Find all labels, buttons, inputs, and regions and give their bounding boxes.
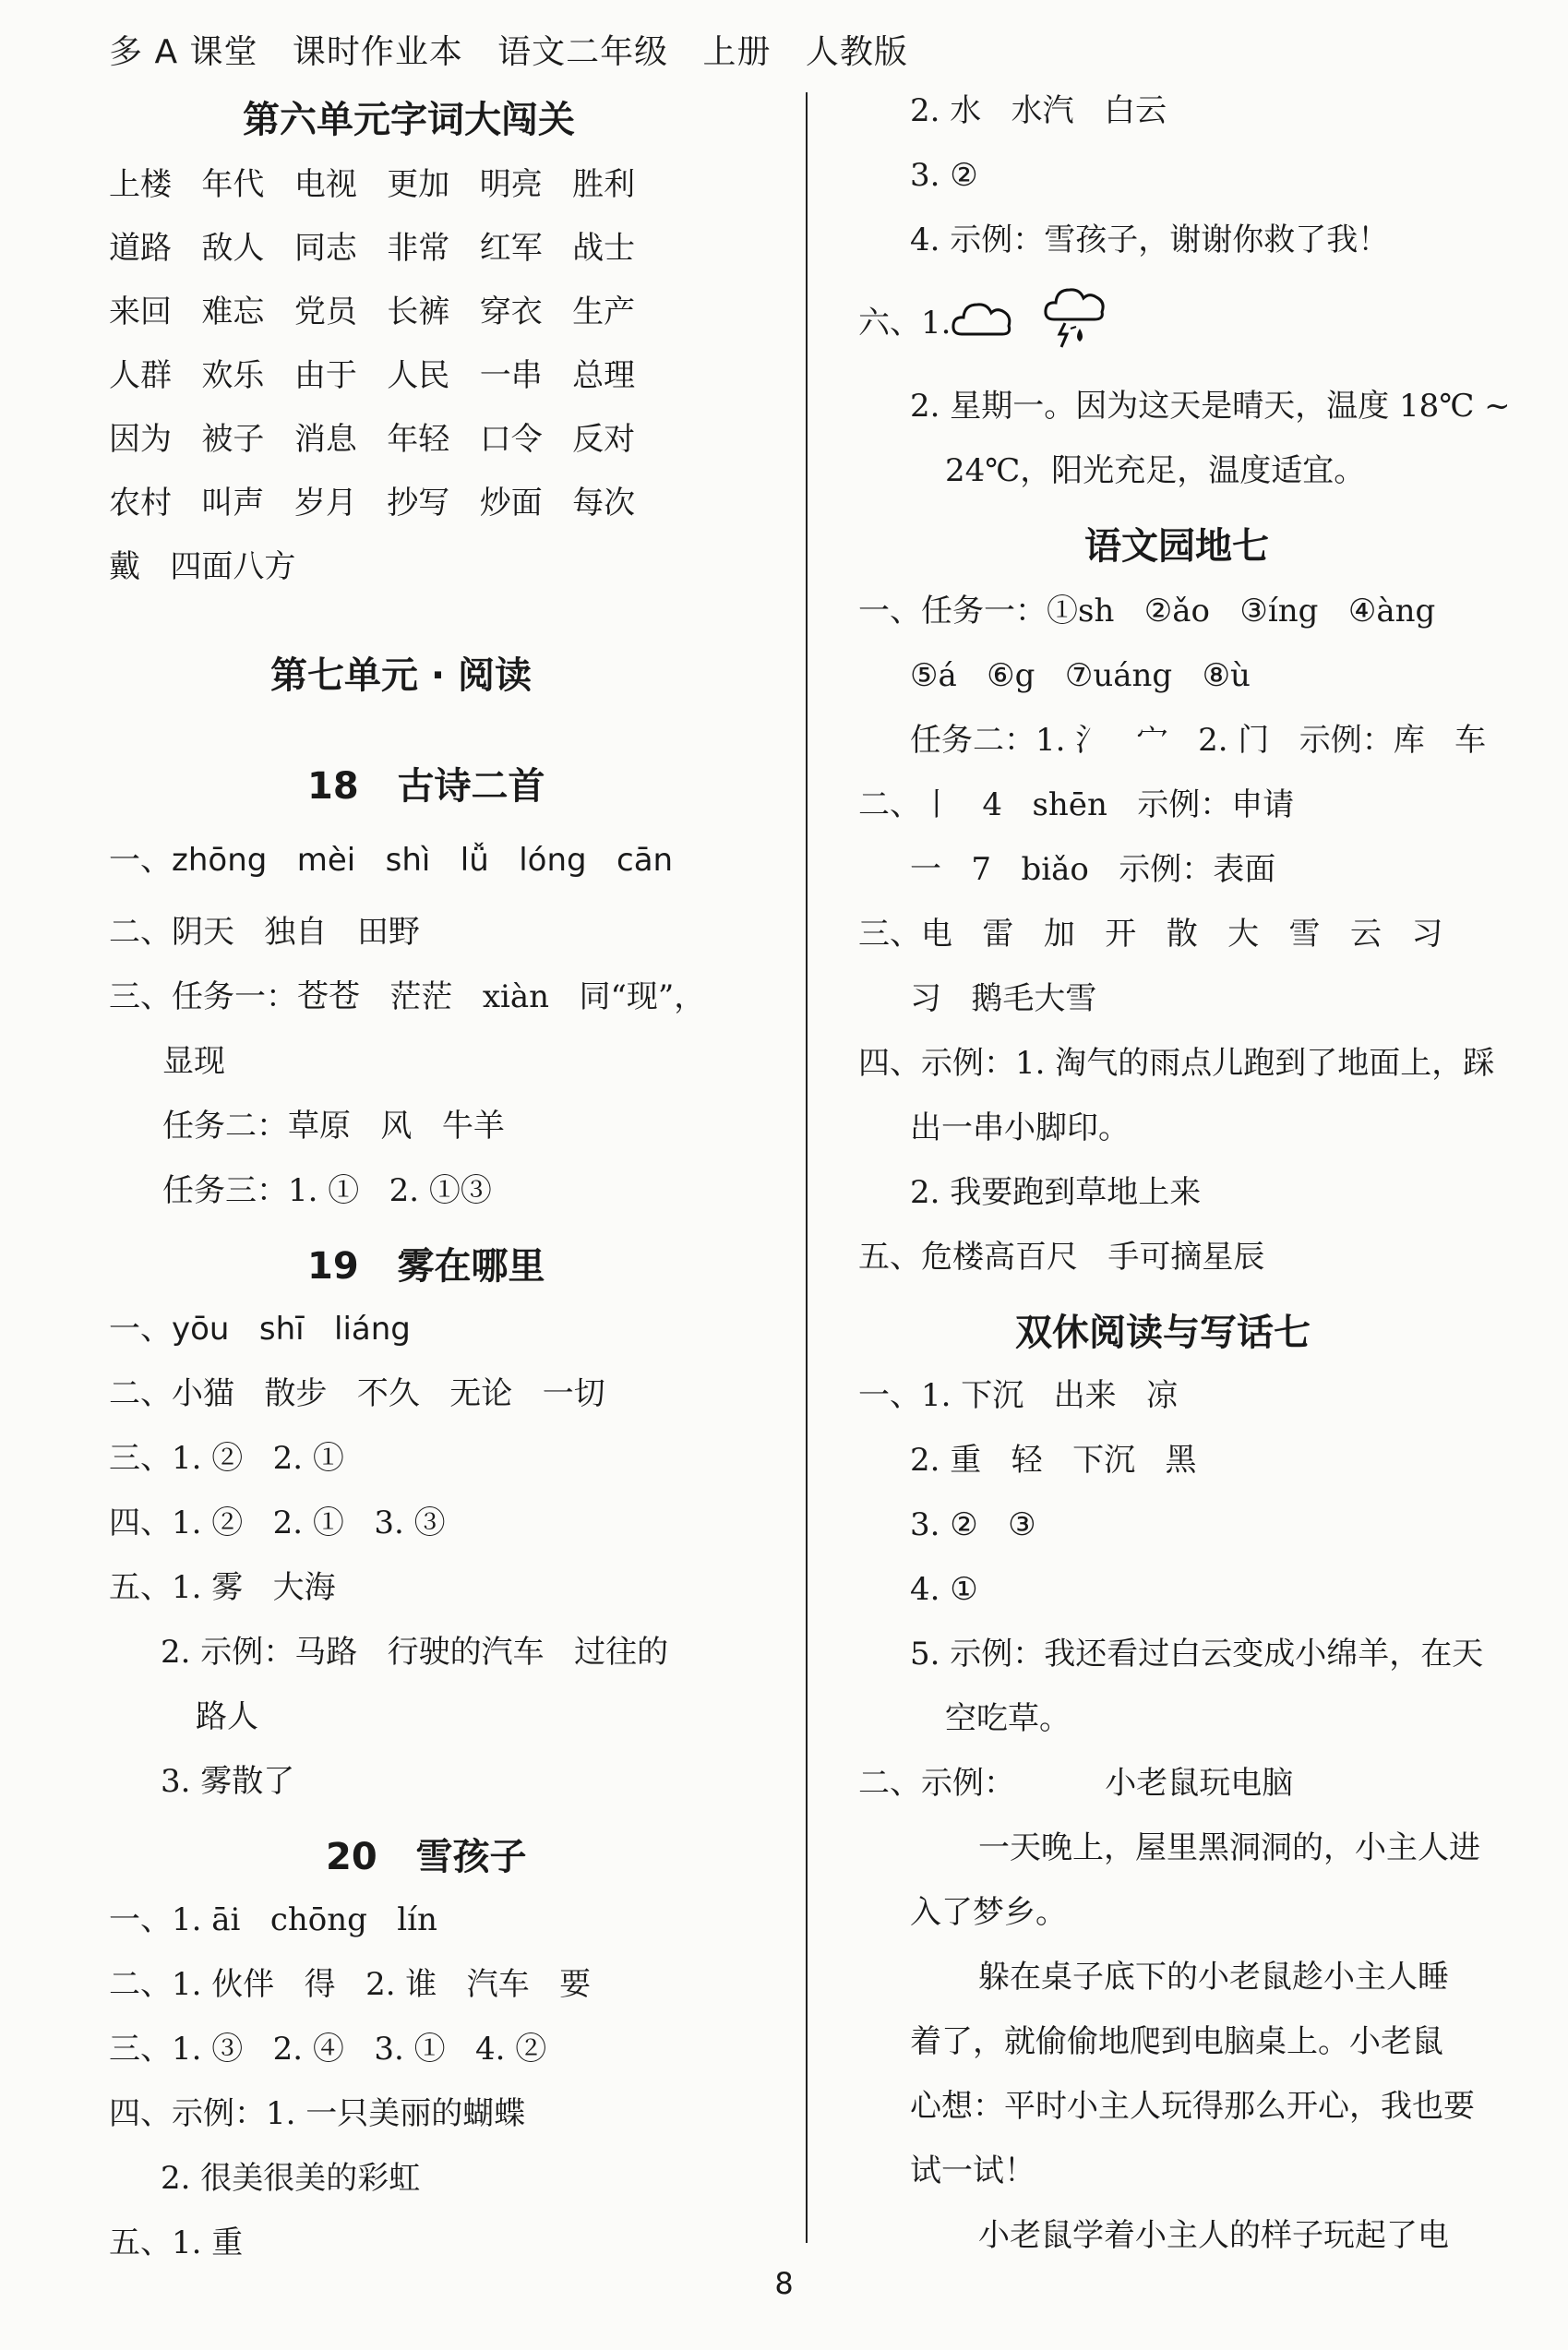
lesson20-line: 三、1. ③ 2. ④ 3. ① 4. ② [109, 2031, 547, 2068]
reading-line: 空吃草。 [945, 1700, 1071, 1737]
answer-line: 4. 示例：雪孩子，谢谢你救了我！ [910, 222, 1390, 258]
answer-line: 2. 水 水汽 白云 [910, 92, 1167, 129]
reading-line: 3. ② ③ [910, 1506, 1036, 1543]
lesson20-line: 五、1. 重 [109, 2224, 244, 2261]
reading-line: 着了，就偷偷地爬到电脑桌上。小老鼠 [910, 2023, 1443, 2060]
lesson19-line: 一、yōu shī liáng [109, 1311, 411, 1348]
lesson19-line: 路人 [196, 1698, 258, 1735]
lesson19-line: 四、1. ② 2. ① 3. ③ [109, 1505, 446, 1541]
garden-line: 习 鹅毛大雪 [910, 980, 1097, 1017]
answer-line: 六、1. [858, 305, 952, 342]
reading-line: 一、1. 下沉 出来 凉 [858, 1377, 1179, 1414]
garden-line: 2. 我要跑到草地上来 [910, 1174, 1202, 1211]
unit6-row: 来回 难忘 党员 长裤 穿衣 生产 [109, 294, 636, 330]
reading-line: 心想：平时小主人玩得那么开心，我也要 [910, 2088, 1475, 2125]
lesson20-line: 二、1. 伙伴 得 2. 谁 汽车 要 [109, 1966, 592, 2003]
reading-line: 一天晚上，屋里黑洞洞的，小主人进 [978, 1829, 1480, 1866]
garden-line: 二、丨 4 shēn 示例：申请 [858, 786, 1295, 823]
lesson19-line: 三、1. ② 2. ① [109, 1440, 344, 1477]
lesson20-line: 2. 很美很美的彩虹 [161, 2160, 421, 2197]
unit7-title: 第七单元 · 阅读 [270, 654, 533, 697]
reading-line: 2. 重 轻 下沉 黑 [910, 1442, 1197, 1479]
garden-line: 五、危楼高百尺 手可摘星辰 [858, 1239, 1265, 1276]
page-number: 8 [774, 2266, 794, 2301]
lesson18-line: 一、zhōng mèi shì lǚ lóng cān [109, 842, 674, 879]
unit6-title: 第六单元字词大闯关 [243, 99, 575, 141]
reading-line: 5. 示例：我还看过白云变成小绵羊，在天 [910, 1636, 1484, 1673]
cloud-icon [951, 294, 1015, 342]
unit6-row: 上楼 年代 电视 更加 明亮 胜利 [109, 166, 636, 203]
garden-line: ⑤á ⑥g ⑦uáng ⑧ù [910, 657, 1251, 694]
unit6-row: 农村 叫声 岁月 抄写 炒面 每次 [109, 485, 636, 522]
reading-line: 4. ① [910, 1571, 978, 1608]
lesson18-line: 三、任务一：苍苍 茫茫 xiàn 同“现”， [109, 978, 706, 1015]
garden-line: 出一串小脚印。 [910, 1109, 1130, 1146]
lesson19-line: 二、小猫 散步 不久 无论 一切 [109, 1375, 605, 1412]
column-divider [806, 92, 808, 2243]
unit6-row: 戴 四面八方 [109, 548, 296, 585]
garden-line: 任务二：1. 氵 宀 2. 门 示例：库 车 [910, 722, 1487, 759]
lesson20-line: 一、1. āi chōng lín [109, 1901, 437, 1938]
garden-title: 语文园地七 [1084, 525, 1269, 568]
lesson18-line: 显现 [162, 1043, 225, 1080]
lesson19-title: 19 雾在哪里 [307, 1245, 545, 1288]
unit6-row: 因为 被子 消息 年轻 口令 反对 [109, 421, 636, 458]
lesson18-title: 18 古诗二首 [307, 765, 545, 808]
reading-line: 躲在桌子底下的小老鼠趁小主人睡 [978, 1959, 1449, 1996]
garden-line: 四、示例：1. 淘气的雨点儿跑到了地面上，踩 [858, 1045, 1495, 1082]
lesson19-line: 3. 雾散了 [161, 1763, 295, 1800]
lesson19-line: 五、1. 雾 大海 [109, 1569, 336, 1606]
thunderstorm-icon [1043, 286, 1109, 356]
answer-line: 3. ② [910, 157, 978, 194]
reading-line: 小老鼠学着小主人的样子玩起了电 [978, 2217, 1449, 2254]
reading-line: 二、示例： 小老鼠玩电脑 [858, 1765, 1294, 1802]
garden-line: 三、电 雷 加 开 散 大 雪 云 习 [858, 916, 1443, 953]
reading-title: 双休阅读与写话七 [1015, 1312, 1311, 1354]
unit6-row: 人群 欢乐 由于 人民 一串 总理 [109, 357, 636, 394]
garden-line: 一、任务一：①sh ②ǎo ③íng ④àng [858, 593, 1436, 629]
lesson18-line: 二、阴天 独自 田野 [109, 914, 420, 951]
lesson18-line: 任务三：1. ① 2. ①③ [162, 1172, 492, 1209]
reading-line: 入了梦乡。 [910, 1894, 1067, 1931]
lesson20-line: 四、示例：1. 一只美丽的蝴蝶 [109, 2095, 526, 2132]
reading-line: 试一试！ [910, 2152, 1035, 2189]
garden-line: 一 7 biǎo 示例：表面 [910, 851, 1276, 888]
lesson18-line: 任务二：草原 风 牛羊 [162, 1108, 505, 1145]
page-header: 多 A 课堂 课时作业本 语文二年级 上册 人教版 [109, 33, 908, 71]
lesson20-title: 20 雪孩子 [326, 1836, 527, 1878]
unit6-row: 道路 敌人 同志 非常 红军 战士 [109, 230, 636, 267]
lesson19-line: 2. 示例：马路 行驶的汽车 过往的 [161, 1634, 669, 1671]
answer-line: 24℃，阳光充足，温度适宜。 [945, 452, 1366, 489]
answer-line: 2. 星期一。因为这天是晴天，温度 18℃ ~ [910, 388, 1511, 425]
